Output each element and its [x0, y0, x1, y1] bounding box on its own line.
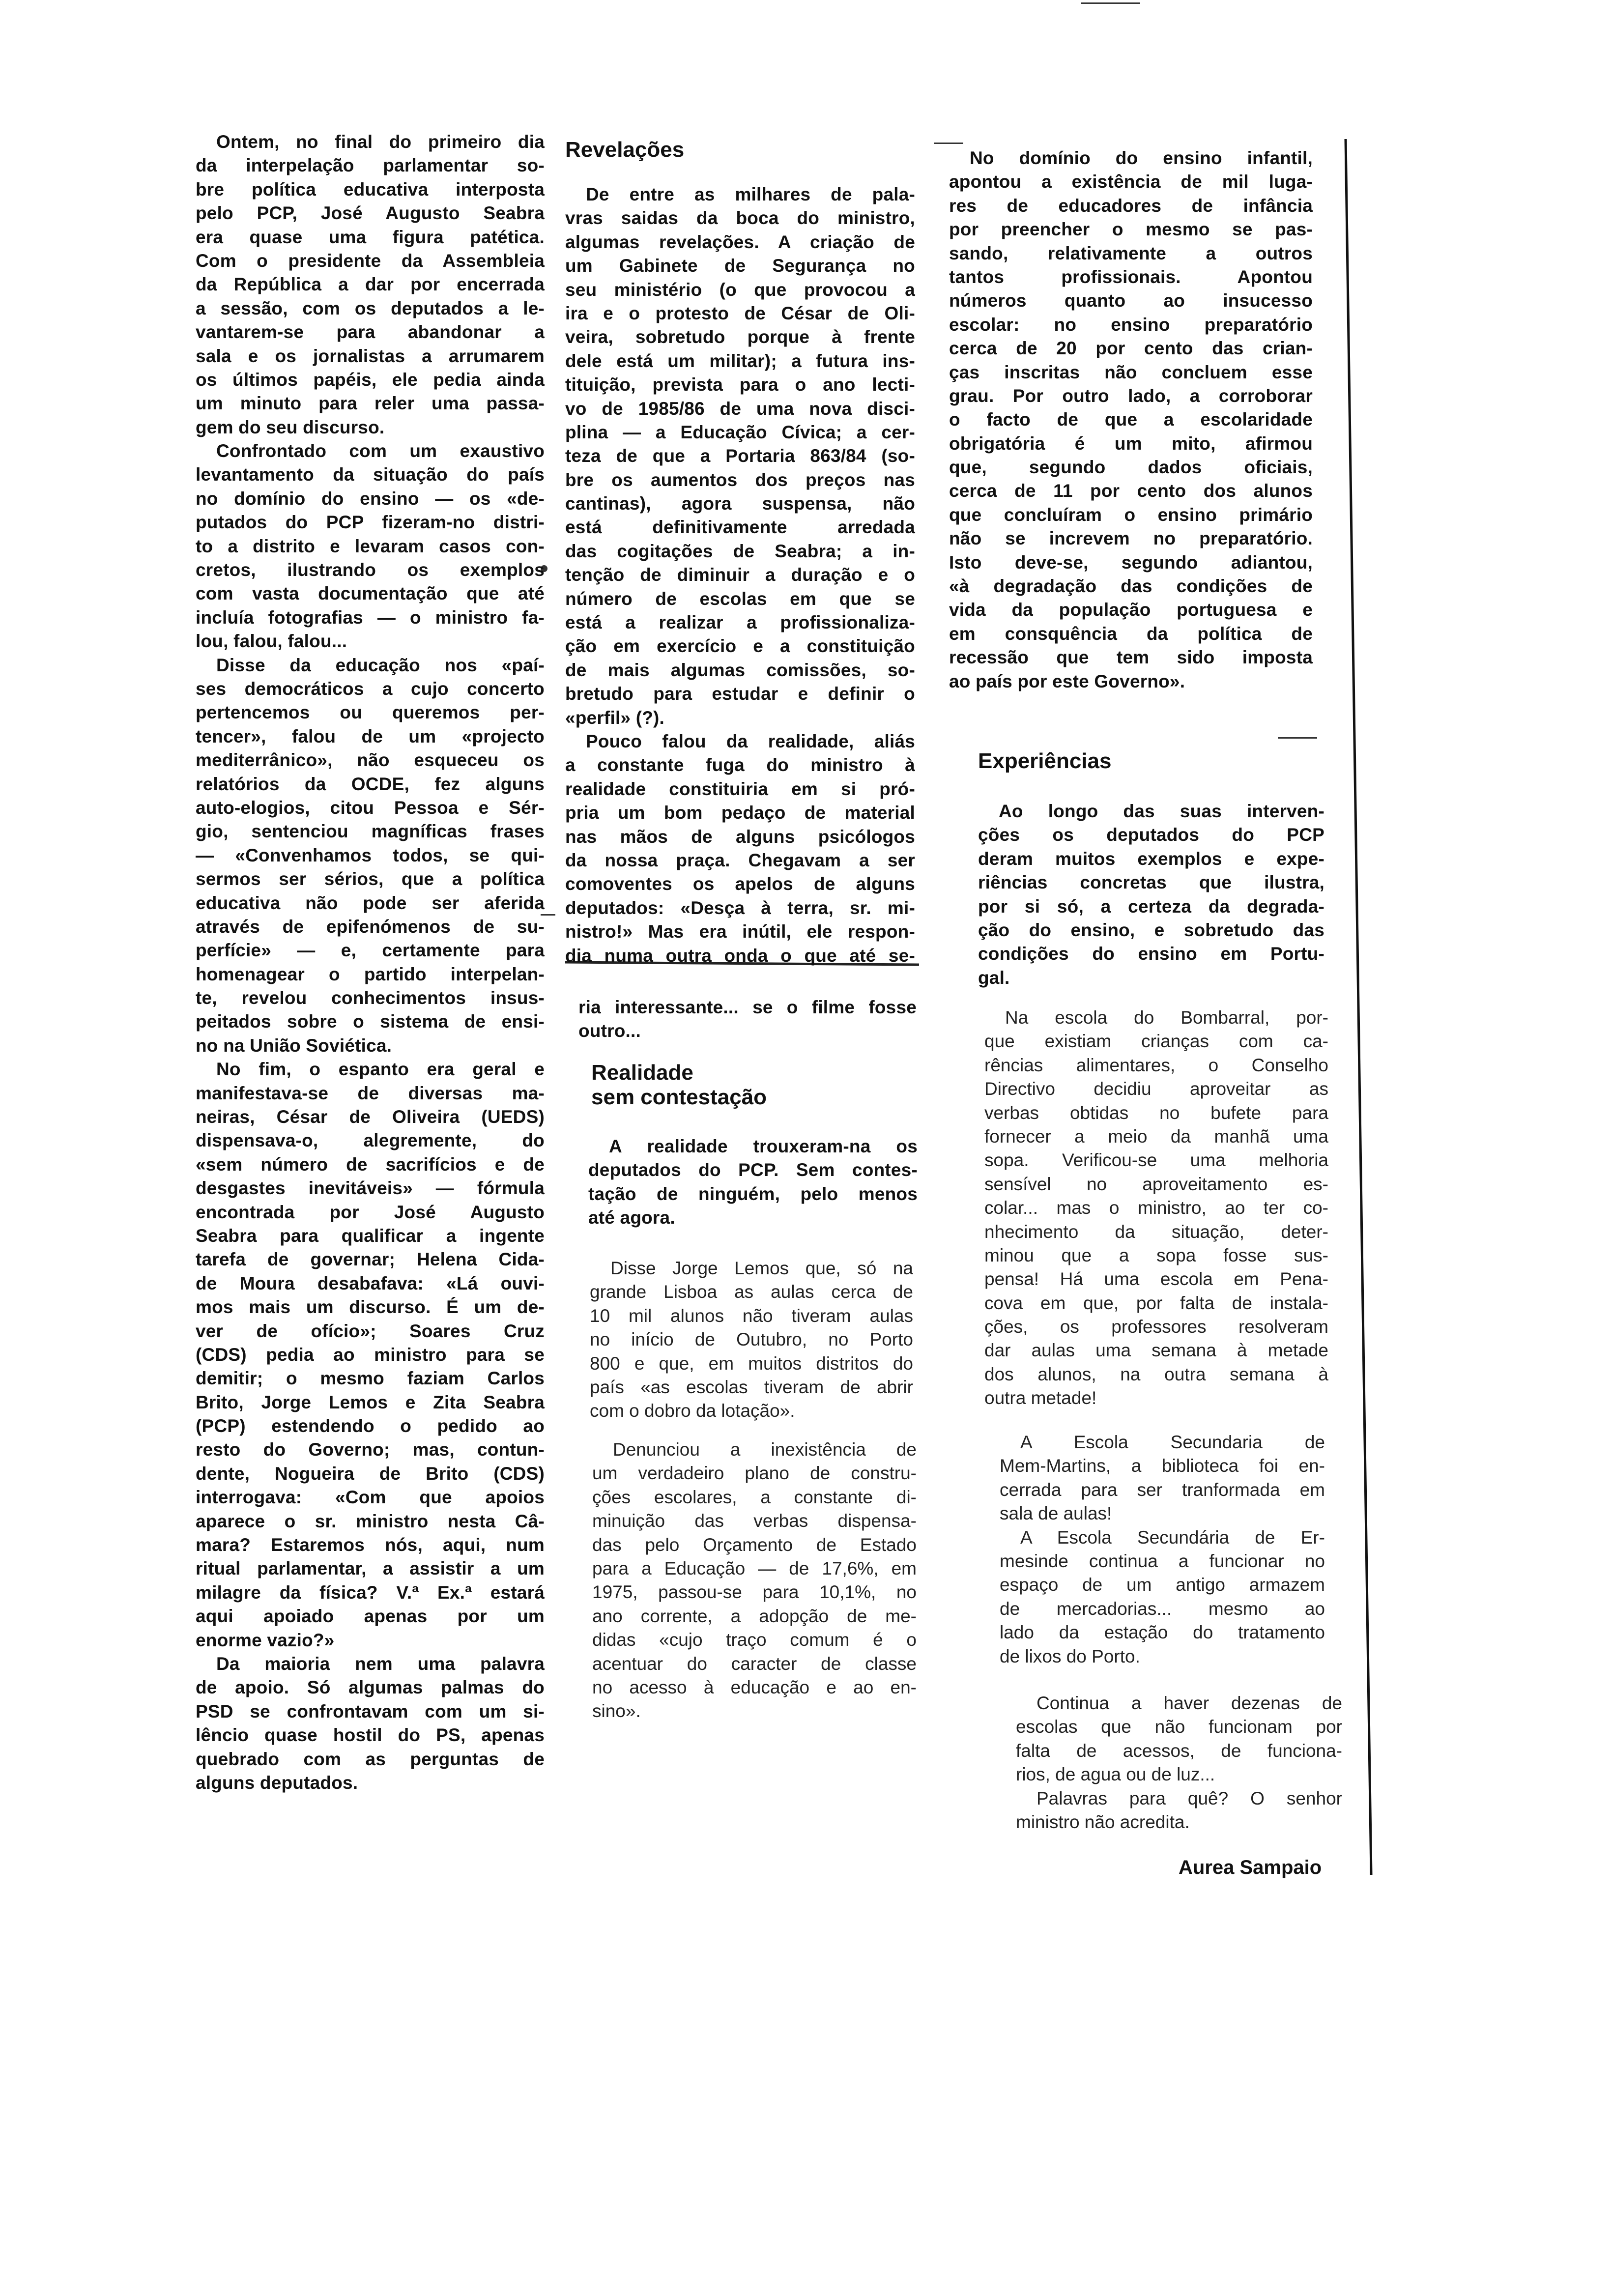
text-line: outro... — [578, 1021, 641, 1041]
text-line: sala de aulas! — [1000, 1503, 1112, 1524]
text-line: sando, relativamente a outros — [949, 243, 1313, 263]
text-line: no na União Soviética. — [196, 1035, 392, 1056]
text-line: ção em exercício e a constituição — [565, 636, 915, 657]
text-line: ções escolares, a constante di- — [592, 1487, 917, 1507]
text-line: por preencher o mesmo se pas- — [949, 219, 1313, 240]
text-line: Pouco falou da realidade, aliás — [586, 731, 915, 751]
text-line: cretos, ilustrando os exemplos — [196, 560, 545, 580]
text-block — [1000, 1431, 1325, 1668]
text-line: levantamento da situação do país — [196, 464, 545, 485]
text-line: escolar: no ensino preparatório — [949, 314, 1313, 335]
text-line: mesinde continua a funcionar no — [1000, 1550, 1325, 1571]
text-line: resto do Governo; mas, contun- — [196, 1439, 545, 1460]
text-line: Ao longo das suas interven- — [999, 801, 1324, 821]
text-line: verbas obtidas no bufete para — [984, 1102, 1328, 1123]
text-line: comoventes os apelos de alguns — [565, 874, 915, 894]
text-line: de lixos do Porto. — [1000, 1646, 1140, 1666]
text-line: ministro não acredita. — [1016, 1811, 1190, 1832]
text-line: com vasta documentação que até — [196, 583, 545, 604]
text-line: te, revelou conhecimentos insus- — [196, 988, 545, 1008]
text-line: gal. — [978, 967, 1010, 988]
text-line: nistro!» Mas era inútil, ele respon- — [565, 921, 915, 942]
text-line: De entre as milhares de pala- — [586, 184, 915, 204]
text-line: dia numa outra onda o que até se- — [565, 945, 915, 966]
text-line: pria um bom pedaço de material — [565, 803, 915, 823]
text-line: deputados: «Desça à terra, sr. mi- — [565, 897, 915, 918]
text-line: mara? Estaremos nós, aqui, num — [196, 1535, 545, 1555]
text-line: ção do ensino, e sobretudo das — [978, 919, 1324, 940]
text-line: ria interessante... se o filme fosse — [578, 997, 917, 1017]
text-line: demitir; o mesmo faziam Carlos — [196, 1368, 545, 1389]
text-line: veira, sobretudo porque à frente — [565, 327, 915, 347]
text-line: ira e o protesto de César de Oli- — [565, 303, 915, 323]
text-line: aparece o sr. ministro nesta Câ- — [196, 1511, 545, 1531]
text-line: um verdadeiro plano de constru- — [592, 1463, 917, 1484]
text-line: dispensava-o, alegremente, do — [196, 1130, 545, 1151]
section-heading-realidade-line2: sem contestação — [591, 1085, 767, 1109]
text-line: da República a dar por encerrada — [196, 274, 545, 295]
author-byline: Aurea Sampaio — [1179, 1857, 1322, 1878]
text-line: os últimos papéis, ele pedia ainda — [196, 369, 545, 390]
text-line: manifestava-se de diversas ma- — [196, 1083, 545, 1103]
text-line: minou que a sopa fosse sus- — [984, 1245, 1328, 1265]
text-line: a constante fuga do ministro à — [565, 755, 915, 775]
text-line: peitados sobre o sistema de ensi- — [196, 1011, 545, 1032]
text-line: deram muitos exemplos e expe- — [978, 848, 1324, 869]
text-line: Disse da educação nos «paí- — [216, 655, 545, 675]
text-line: que, segundo dados oficiais, — [949, 457, 1313, 478]
text-line: No domínio do ensino infantil, — [970, 148, 1313, 168]
text-line: grau. Por outro lado, a corroborar — [949, 385, 1313, 406]
section-heading-experiencias: Experiências — [978, 749, 1112, 773]
text-line: por si só, a certeza da degrada- — [978, 896, 1324, 917]
text-line: era quase uma figura patética. — [196, 227, 545, 247]
text-line: dente, Nogueira de Brito (CDS) — [196, 1463, 545, 1484]
text-line: nas mãos de alguns psicólogos — [565, 826, 915, 847]
text-line: ao país por este Governo». — [949, 671, 1185, 691]
text-line: Ontem, no final do primeiro dia — [216, 132, 545, 152]
text-line: em consquência da política de — [949, 623, 1313, 644]
text-line: interrogava: «Com que apoios — [196, 1487, 545, 1508]
text-line: educativa não pode ser aferida — [196, 892, 545, 913]
text-line: a sessão, com os deputados a le- — [196, 298, 545, 318]
text-line: mediterrânico», não esqueceu os — [196, 750, 545, 771]
text-line: vo de 1985/86 de uma nova disci- — [565, 398, 915, 419]
text-line: colar... mas o ministro, ao ter co- — [984, 1198, 1328, 1218]
text-block — [565, 183, 915, 968]
text-line: Confrontado com um exaustivo — [216, 441, 545, 461]
text-block — [196, 130, 545, 1795]
text-line: No fim, o espanto era geral e — [216, 1059, 545, 1080]
text-block — [984, 1006, 1328, 1410]
text-line: no acesso à educação e ao en- — [592, 1677, 917, 1697]
text-line: grande Lisboa as aulas cerca de — [590, 1282, 913, 1302]
text-line: ções os deputados do PCP — [978, 825, 1324, 845]
text-line: vantarem-se para abandonar a — [196, 322, 545, 343]
text-line: sino». — [592, 1701, 641, 1722]
text-line: A Escola Secundaria de — [1020, 1432, 1325, 1452]
text-line: PSD se confrontavam com um si- — [196, 1701, 545, 1722]
text-line: com o dobro da lotação». — [590, 1401, 795, 1421]
text-line: Palavras para quê? O senhor — [1036, 1788, 1342, 1808]
text-line: ritual parlamentar, a assistir a um — [196, 1558, 545, 1579]
text-line: de mercadorias... mesmo ao — [1000, 1598, 1325, 1619]
text-line: perfície» — e, certamente para — [196, 940, 545, 961]
text-line: cerca de 11 por cento dos alunos — [949, 481, 1313, 501]
text-line: riências concretas que ilustra, — [978, 872, 1324, 893]
text-line: milagre da física? V.ª Ex.ª estará — [196, 1582, 545, 1603]
text-line: cerca de 20 por cento das crian- — [949, 338, 1313, 359]
text-block — [1016, 1692, 1342, 1834]
text-line: que concluíram o ensino primário — [949, 504, 1313, 525]
text-line: 800 e que, em muitos distritos do — [590, 1353, 913, 1374]
text-line: pertencemos ou queremos per- — [196, 702, 545, 723]
text-line: Mem-Martins, a biblioteca foi en- — [1000, 1456, 1325, 1476]
text-line: das pelo Orçamento de Estado — [592, 1534, 917, 1555]
text-line: até agora. — [588, 1207, 675, 1228]
text-line: vras saidas da boca do ministro, — [565, 208, 915, 229]
text-line: Disse Jorge Lemos que, só na — [610, 1258, 913, 1278]
text-line: rios, de agua ou de luz... — [1016, 1764, 1215, 1785]
text-block — [590, 1257, 913, 1423]
text-line: aqui apoiado apenas por um — [196, 1606, 545, 1627]
text-line: está a realizar a profissionaliza- — [565, 612, 915, 633]
text-line: Denunciou a inexistência de — [613, 1439, 917, 1460]
text-line: mos mais um discurso. É um de- — [196, 1297, 545, 1318]
text-line: espaço de um antigo armazem — [1000, 1575, 1325, 1595]
text-line: Seabra para qualificar a ingente — [196, 1225, 545, 1246]
text-line: no início de Outubro, no Porto — [590, 1329, 913, 1350]
text-line: tencer», falou de um «projecto — [196, 726, 545, 746]
text-line: Na escola do Bombarral, por- — [1005, 1007, 1328, 1028]
text-line: está definitivamente arredada — [565, 517, 915, 538]
text-line: putados do PCP fizeram-no distri- — [196, 512, 545, 533]
text-line: tituição, prevista para o ano lecti- — [565, 374, 915, 395]
text-line: gem do seu discurso. — [196, 417, 385, 437]
text-line: minuição das verbas dispensa- — [592, 1511, 917, 1531]
text-line: (CDS) pedia ao ministro para se — [196, 1344, 545, 1365]
text-line: ano corrente, a adopção de me- — [592, 1606, 917, 1626]
text-line: Brito, Jorge Lemos e Zita Seabra — [196, 1392, 545, 1412]
text-line: dar aulas uma semana à metade — [984, 1340, 1328, 1361]
text-line: lêncio quase hostil do PS, apenas — [196, 1725, 545, 1746]
text-line: não se increvem no preparatório. — [949, 528, 1313, 549]
text-line: cantinas), agora suspensa, não — [565, 493, 915, 514]
text-line: homenagear o partido interpelan- — [196, 964, 545, 984]
text-line: quebrado com as perguntas de — [196, 1749, 545, 1769]
text-line: sensível no aproveitamento es- — [984, 1174, 1328, 1194]
text-block — [588, 1135, 918, 1230]
text-line: de mais algumas comissões, so- — [565, 660, 915, 680]
text-line: «à degradação das condições de — [949, 576, 1313, 597]
text-line: bretudo para estudar e definir o — [565, 684, 915, 704]
text-line: neiras, César de Oliveira (UEDS) — [196, 1107, 545, 1127]
text-line: o facto de que a escolaridade — [949, 409, 1313, 430]
text-line: recessão que tem sido imposta — [949, 647, 1313, 668]
text-line: apontou a existência de mil luga- — [949, 172, 1313, 192]
text-line: — «Convenhamos todos, se qui- — [196, 845, 545, 865]
text-line: de Moura desabafava: «Lá ouvi- — [196, 1273, 545, 1293]
text-line: pensa! Há uma escola em Pena- — [984, 1269, 1328, 1290]
text-line: Com o presidente da Assembleia — [196, 250, 545, 271]
text-line: fornecer a meio da manhã uma — [984, 1126, 1328, 1147]
text-line: um minuto para reler uma passa- — [196, 393, 545, 414]
scan-speck — [1278, 737, 1317, 739]
text-line: condições do ensino em Portu- — [978, 944, 1324, 964]
text-line: dele está um militar); a futura ins- — [565, 350, 915, 371]
text-line: ver de ofício»; Soares Cruz — [196, 1320, 545, 1341]
text-line: rências alimentares, o Conselho — [984, 1055, 1328, 1075]
scan-speck — [1081, 2, 1140, 4]
text-line: to a distrito e levaram casos con- — [196, 536, 545, 556]
text-line: realidade constituiria em si pró- — [565, 778, 915, 799]
text-line: tenção de diminuir a duração e o — [565, 565, 915, 585]
text-line: (PCP) estendendo o pedido ao — [196, 1416, 545, 1436]
text-line: número de escolas em que se — [565, 588, 915, 609]
scan-speck — [934, 143, 963, 144]
text-line: acentuar do caracter de classe — [592, 1653, 917, 1674]
text-line: seu ministério (o que provocou a — [565, 279, 915, 300]
text-line: tação de ninguém, pelo menos — [588, 1183, 918, 1204]
text-line: A realidade trouxeram-na os — [609, 1136, 918, 1156]
text-line: 10 mil alunos não tiveram aulas — [590, 1305, 913, 1326]
text-line: lado da estação do tratamento — [1000, 1622, 1325, 1643]
text-line: nhecimento da situação, deter- — [984, 1221, 1328, 1242]
text-line: Directivo decidiu aproveitar as — [984, 1079, 1328, 1099]
text-block — [949, 146, 1313, 693]
text-line: alguns deputados. — [196, 1772, 358, 1793]
text-line: cova em que, por falta de instala- — [984, 1292, 1328, 1313]
text-line: res de educadores de infância — [949, 195, 1313, 216]
text-line: sopa. Verificou-se uma melhoria — [984, 1150, 1328, 1171]
text-line: desgastes inevitáveis» — fórmula — [196, 1178, 545, 1199]
text-line: obrigatória é um mito, afirmou — [949, 433, 1313, 454]
text-line: 1975, passou-se para 10,1%, no — [592, 1582, 917, 1603]
text-line: teza de que a Portaria 863/84 (so- — [565, 446, 915, 466]
text-line: ses democráticos a cujo concerto — [196, 678, 545, 699]
text-line: deputados do PCP. Sem contes- — [588, 1160, 918, 1180]
text-line: escolas que não funcionam por — [1016, 1717, 1342, 1737]
text-line: enorme vazio?» — [196, 1630, 335, 1650]
text-line: A Escola Secundária de Er- — [1020, 1527, 1325, 1548]
text-line: gio, sentenciou magníficas frases — [196, 821, 545, 842]
text-line: pelo PCP, José Augusto Seabra — [196, 203, 545, 224]
text-line: Isto deve-se, segundo adiantou, — [949, 552, 1313, 573]
text-block — [592, 1438, 917, 1723]
text-line: tantos profissionais. Apontou — [949, 266, 1313, 287]
text-line: números quanto ao insucesso — [949, 290, 1313, 311]
right-border-rule — [1346, 139, 1371, 1875]
section-heading-revelacoes: Revelações — [565, 138, 685, 162]
text-line: tarefa de governar; Helena Cida- — [196, 1249, 545, 1270]
text-block — [578, 996, 917, 1043]
text-line: dos alunos, na outra semana à — [984, 1364, 1328, 1384]
text-line: outra metade! — [984, 1388, 1097, 1408]
text-line: sala e os jornalistas a arrumarem — [196, 345, 545, 366]
text-line: da nossa praça. Chegavam a ser — [565, 850, 915, 870]
text-line: de apoio. Só algumas palmas do — [196, 1677, 545, 1698]
text-line: através de epifenómenos de su- — [196, 916, 545, 937]
text-line: incluía fotografias — o ministro fa- — [196, 607, 545, 628]
text-line: lou, falou, falou... — [196, 631, 347, 652]
text-line: que existiam crianças com ca- — [984, 1031, 1328, 1052]
text-line: sermos ser sérios, que a política — [196, 869, 545, 890]
text-line: falta de acessos, de funciona- — [1016, 1740, 1342, 1761]
text-line: para a Educação — de 17,6%, em — [592, 1558, 917, 1578]
text-line: vida da população portuguesa e — [949, 600, 1313, 620]
text-line: «sem número de sacrifícios e de — [196, 1154, 545, 1175]
text-line: Continua a haver dezenas de — [1036, 1693, 1342, 1713]
text-line: país «as escolas tiveram de abrir — [590, 1377, 913, 1397]
text-line: encontrada por José Augusto — [196, 1202, 545, 1222]
text-line: ções, os professores resolveram — [984, 1317, 1328, 1337]
text-line: das cogitações de Seabra; a in- — [565, 541, 915, 561]
section-heading-realidade-line1: Realidade — [591, 1061, 693, 1085]
text-line: algumas revelações. A criação de — [565, 231, 915, 252]
text-line: ças inscritas não concluem esse — [949, 362, 1313, 382]
text-line: cerrada para ser tranformada em — [1000, 1479, 1325, 1500]
text-line: bre os aumentos dos preços nas — [565, 469, 915, 490]
text-line: no domínio do ensino — os «de- — [196, 488, 545, 509]
text-line: bre política educativa interposta — [196, 179, 545, 200]
text-line: «perfil» (?). — [565, 707, 665, 728]
text-line: relatórios da OCDE, fez alguns — [196, 774, 545, 794]
text-line: da interpelação parlamentar so- — [196, 155, 545, 176]
text-line: didas «cujo traço comum é o — [592, 1630, 917, 1650]
text-line: um Gabinete de Segurança no — [565, 256, 915, 276]
text-line: Da maioria nem uma palavra — [216, 1654, 545, 1674]
text-line: plina — a Educação Cívica; a cer- — [565, 422, 915, 442]
text-line: auto-elogios, citou Pessoa e Sér- — [196, 797, 545, 818]
text-block — [978, 800, 1324, 990]
